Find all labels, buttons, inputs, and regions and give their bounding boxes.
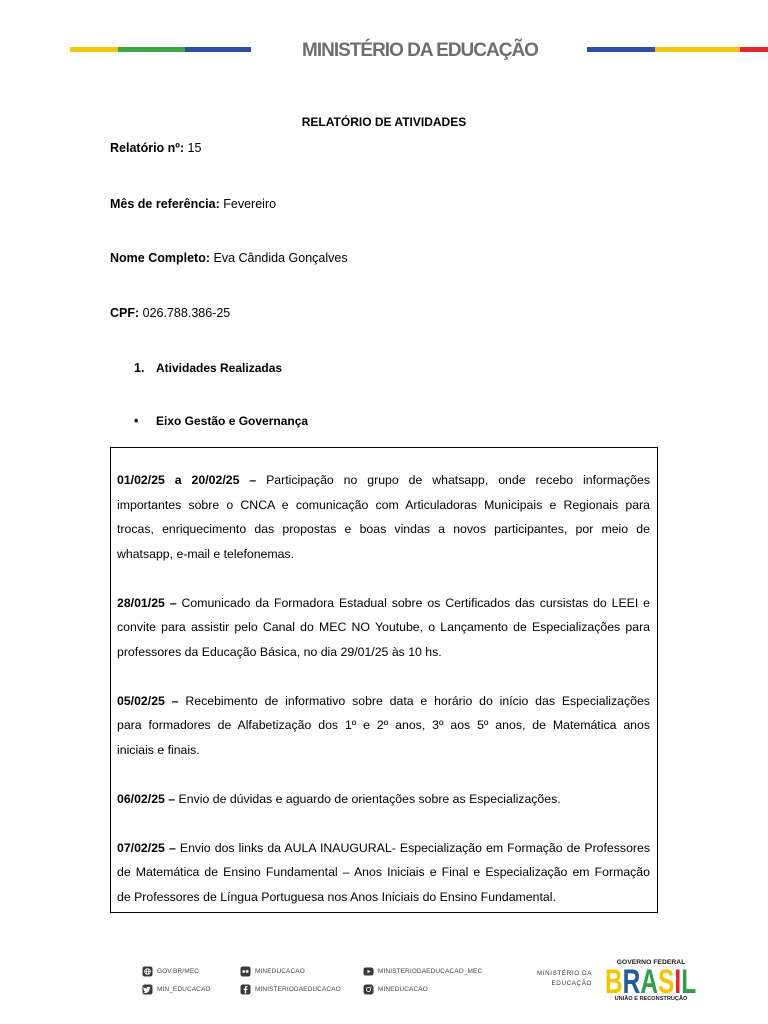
- entry-line: trocas, enriquecimento das propostas e boas vindas a novos participantes, por meio de: [117, 522, 650, 536]
- entry-line: importantes sobre o CNCA e comunicação com Articuladoras Municipais e Regionais para: [117, 497, 650, 512]
- report-number-field: [110, 138, 201, 158]
- entry-line: convite para assistir pelo Canal do MEC NO Youtube, o Lançamento de Especializações para: [117, 620, 650, 634]
- gov-logo-letter: B: [605, 962, 623, 1001]
- header-stripe-left-green: [118, 47, 185, 52]
- activity-entry: [117, 689, 650, 763]
- gov-logo-letter: I: [674, 962, 682, 1001]
- entry-line: iniciais e finais.: [117, 742, 200, 757]
- header-stripe-left-yellow: [70, 47, 118, 52]
- gov-logo-letter: S: [658, 962, 675, 1001]
- section-number: 1.: [134, 361, 145, 375]
- youtube-icon: [363, 966, 374, 977]
- cpf-field: [110, 303, 230, 323]
- section-title: Atividades Realizadas: [156, 361, 283, 375]
- entry-line: [117, 787, 650, 812]
- gov-logo-letter: L: [681, 962, 697, 1001]
- report-number-value: 15: [187, 141, 202, 155]
- social-handle: MINISTERIODAEDUCACAO: [255, 986, 341, 993]
- gov-logo-letter: A: [640, 962, 659, 1001]
- full-name-value: Eva Cândida Gonçalves: [213, 251, 348, 265]
- entry-date: 05/02/25 –: [117, 693, 179, 708]
- flickr-icon: [240, 966, 251, 977]
- social-handle: MINEDUCACAO: [378, 986, 428, 993]
- entry-date: 28/01/25 –: [117, 595, 177, 610]
- social-handle: MIN_EDUCACAO: [157, 986, 211, 993]
- entry-text: Envio de dúvidas e aguardo de orientações sobre as Especializações.: [178, 791, 561, 806]
- header-stripe-right-red: [740, 47, 768, 52]
- entry-date: 01/02/25 a 20/02/25 –: [117, 473, 257, 487]
- activities-box: [110, 447, 658, 913]
- website-icon: [142, 966, 153, 977]
- reference-month-value: Fevereiro: [223, 197, 277, 211]
- social-handle: GOV.BR/MEC: [157, 968, 199, 975]
- gov-logo-top: GOVERNO FEDERAL: [616, 959, 686, 966]
- ministry-logo-line: EDUCAÇÃO: [551, 980, 592, 987]
- instagram-icon: [363, 984, 374, 995]
- entry-line: de Matemática de Ensino Fundamental – Anos Iniciais e Final e Especialização em Formação: [117, 865, 650, 879]
- entry-text: Participação no grupo de whatsapp, onde recebo informações: [266, 473, 650, 487]
- entry-line: para formadores de Alfabetização dos 1º e 2º anos, 3º aos 5º anos, de Matemática anos: [117, 718, 650, 732]
- ministry-logo-line: MINISTÉRIO DA: [536, 970, 592, 977]
- facebook-icon: [240, 984, 251, 995]
- activity-entry: [117, 787, 650, 812]
- entry-line: [117, 468, 650, 493]
- activity-entry: [117, 591, 650, 665]
- full-name-label: Nome Completo:: [110, 251, 210, 265]
- ministry-title: MINISTÉRIO DA EDUCAÇÃO: [302, 40, 538, 61]
- activity-entry: [117, 836, 650, 910]
- ministry-logo: [512, 969, 592, 989]
- entry-line: whatsapp, e-mail e telefonemas.: [117, 546, 295, 561]
- gov-logo-tagline: UNIÃO E RECONSTRUÇÃO: [614, 996, 688, 1002]
- cpf-value: 026.788.386-25: [142, 306, 231, 320]
- activity-entry: [117, 468, 650, 566]
- entry-date: 06/02/25 –: [117, 791, 176, 806]
- entry-text: Envio dos links da AULA INAUGURAL- Especialização em Formação de Professores: [179, 840, 650, 855]
- full-name-field: [110, 248, 348, 268]
- entry-line: [117, 591, 650, 616]
- report-heading: RELATÓRIO DE ATIVIDADES: [301, 115, 467, 129]
- reference-month-label: Mês de referência:: [110, 197, 220, 211]
- axis-title: Eixo Gestão e Governança: [156, 414, 309, 428]
- entry-date: 07/02/25 –: [117, 840, 176, 855]
- axis-bullet: •: [134, 414, 139, 428]
- social-handle: MINISTERIODAEDUCACAO_MEC: [378, 968, 483, 975]
- social-handle: MINEDUCACAO: [255, 968, 305, 975]
- entry-text: Recebimento de informativo sobre data e horário do início das Especializações: [185, 693, 651, 708]
- entry-text: Comunicado da Formadora Estadual sobre os Certificados das cursistas do LEEI e: [181, 595, 651, 610]
- twitter-icon: [142, 984, 153, 995]
- entry-line: [117, 836, 650, 861]
- cpf-label: CPF:: [110, 306, 140, 320]
- header-stripe-right-yellow: [655, 47, 740, 52]
- entry-line: de Professores de Língua Portuguesa nos Anos Iniciais do Ensino Fundamental.: [117, 889, 556, 904]
- gov-logo-letter: R: [622, 962, 641, 1001]
- entry-line: professores da Educação Básica, no dia 29/01/25 às 10 hs.: [117, 644, 442, 659]
- entry-line: [117, 689, 650, 714]
- report-number-label: Relatório nº:: [110, 141, 185, 155]
- header-stripe-right-blue: [587, 47, 655, 52]
- reference-month-field: [110, 194, 276, 214]
